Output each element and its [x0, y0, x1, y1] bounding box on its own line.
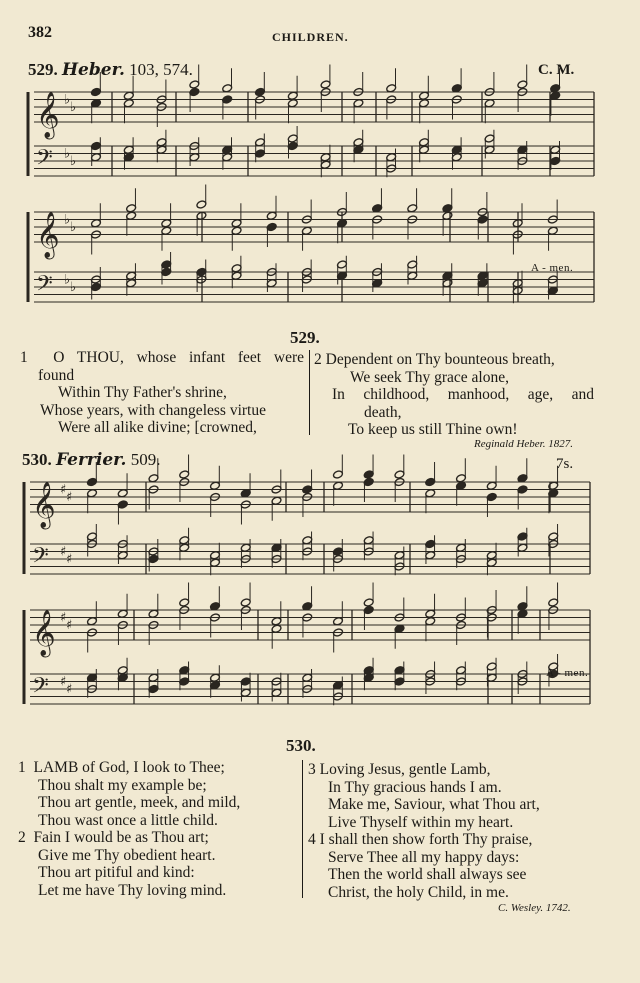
- sharp-icon: ♯: [60, 610, 67, 626]
- note-head: [287, 141, 298, 150]
- note-head: [271, 617, 282, 626]
- note-head: [87, 673, 98, 682]
- verse-line: found: [38, 366, 75, 384]
- note-head: [486, 551, 497, 560]
- note-head: [425, 609, 436, 618]
- note-head: [486, 492, 497, 501]
- note-head: [222, 84, 233, 93]
- note-head: [91, 141, 102, 150]
- note-head: [126, 271, 137, 280]
- note-head: [123, 153, 134, 162]
- note-head: [451, 145, 462, 154]
- note-head: [123, 99, 134, 108]
- attribution: C. Wesley. 1742.: [498, 902, 571, 914]
- verse-line: Live Thyself within my heart.: [328, 813, 514, 831]
- note-head: [91, 219, 102, 228]
- note-head: [148, 609, 159, 618]
- verse-line: Let me have Thy loving mind.: [38, 881, 227, 899]
- note-head: [156, 138, 167, 147]
- note-head: [363, 536, 374, 545]
- note-head: [386, 153, 397, 162]
- note-head: [394, 666, 405, 675]
- note-head: [425, 617, 436, 626]
- verse-line: 3 Loving Jesus, gentle Lamb,: [308, 761, 491, 778]
- note-head: [210, 558, 221, 567]
- sharp-icon: ♯: [66, 682, 73, 697]
- flat-icon: ♭: [70, 100, 77, 115]
- note-head: [91, 87, 102, 96]
- note-head: [517, 80, 528, 89]
- amen-label: A - men.: [546, 667, 589, 679]
- verse-line: Were all alike divine; [crowned,: [58, 419, 257, 436]
- tune-refs: 509.: [130, 450, 161, 469]
- note-head: [210, 602, 221, 611]
- note-head: [302, 673, 313, 682]
- note-head: [87, 477, 98, 486]
- note-head: [266, 222, 277, 231]
- note-head: [425, 551, 436, 560]
- note-head: [117, 489, 128, 498]
- note-head: [419, 91, 430, 100]
- note-head: [222, 145, 233, 154]
- note-head: [161, 260, 172, 269]
- note-head: [320, 80, 331, 89]
- note-head: [407, 271, 418, 280]
- note-head: [301, 226, 312, 235]
- verse-line: 1 LAMB of God, I look to Thee;: [18, 759, 225, 776]
- note-head: [161, 219, 172, 228]
- treble-clef-icon: 𝄞: [36, 92, 60, 138]
- flat-icon: ♭: [64, 146, 71, 162]
- music-system-530-a: [22, 474, 594, 594]
- note-head: [425, 539, 436, 548]
- note-head: [517, 474, 528, 483]
- tune-refs: 103, 574.: [129, 60, 193, 79]
- note-head: [517, 532, 528, 541]
- note-head: [117, 609, 128, 618]
- note-head: [179, 598, 190, 607]
- verse-line: Thou wast once a little child.: [38, 811, 218, 829]
- hymn-529-verse-1: [20, 349, 304, 437]
- treble-clef-icon: 𝄞: [32, 482, 56, 528]
- sharp-icon: ♯: [66, 490, 73, 505]
- note-head: [271, 688, 282, 697]
- running-head: CHILDREN.: [272, 30, 349, 44]
- page-number: 382: [28, 24, 52, 41]
- note-head: [407, 260, 418, 269]
- note-head: [302, 602, 313, 611]
- note-head: [255, 87, 266, 96]
- note-head: [425, 477, 436, 486]
- verse-line: 4 I shall then show forth Thy praise,: [308, 831, 533, 848]
- note-head: [320, 153, 331, 162]
- note-head: [231, 226, 242, 235]
- note-head: [442, 271, 453, 280]
- hymn-530-verse-1: [18, 759, 298, 829]
- hymn-number: 530.: [286, 736, 316, 755]
- note-head: [419, 138, 430, 147]
- sharp-icon: ♯: [66, 552, 73, 567]
- note-head: [517, 145, 528, 154]
- note-head: [363, 666, 374, 675]
- note-head: [161, 226, 172, 235]
- tune-number: 529.: [28, 60, 58, 79]
- note-head: [372, 204, 383, 213]
- note-head: [451, 84, 462, 93]
- note-head: [302, 485, 313, 494]
- note-head: [255, 149, 266, 158]
- note-head: [517, 543, 528, 552]
- column-divider: [302, 760, 303, 898]
- hymn-530-verse-2: [18, 829, 298, 899]
- note-head: [484, 134, 495, 143]
- verse-line: 2 Dependent on Thy bounteous breath,: [314, 351, 555, 368]
- note-head: [271, 624, 282, 633]
- note-head: [287, 99, 298, 108]
- note-head: [222, 153, 233, 162]
- note-head: [372, 279, 383, 288]
- note-head: [179, 543, 190, 552]
- amen-label: A - men.: [531, 262, 574, 274]
- bass-clef-icon: 𝄢: [32, 673, 49, 704]
- column-divider: [309, 350, 310, 435]
- note-head: [442, 211, 453, 220]
- note-head: [126, 279, 137, 288]
- note-head: [425, 489, 436, 498]
- note-head: [333, 481, 344, 490]
- note-head: [123, 145, 134, 154]
- note-head: [337, 271, 348, 280]
- note-head: [333, 470, 344, 479]
- note-head: [419, 145, 430, 154]
- note-head: [548, 598, 559, 607]
- verse-line: Within Thy Father's shrine,: [58, 384, 227, 401]
- note-head: [240, 688, 251, 697]
- note-head: [148, 554, 159, 563]
- music-system-529-b: [26, 204, 598, 322]
- sharp-icon: ♯: [60, 482, 67, 498]
- note-head: [486, 558, 497, 567]
- note-head: [240, 598, 251, 607]
- verse-line: Then the world shall always see: [328, 866, 527, 883]
- note-head: [210, 551, 221, 560]
- note-head: [486, 662, 497, 671]
- note-head: [456, 666, 467, 675]
- verse-line: We seek Thy grace alone,: [350, 368, 509, 386]
- note-head: [271, 543, 282, 552]
- tune-name: Ferrier.: [56, 450, 127, 470]
- note-head: [148, 684, 159, 693]
- note-head: [231, 219, 242, 228]
- note-head: [548, 532, 559, 541]
- note-head: [394, 677, 405, 686]
- verse-line: To keep us still Thine own!: [348, 421, 518, 438]
- note-head: [394, 624, 405, 633]
- verse-line: Give me Thy obedient heart.: [38, 846, 216, 864]
- note-head: [477, 215, 488, 224]
- hymn-530-verse-3: [308, 761, 598, 831]
- note-head: [547, 286, 558, 295]
- music-system-530-b: [22, 602, 594, 724]
- flat-icon: ♭: [64, 272, 71, 288]
- note-head: [353, 145, 364, 154]
- music-system-529-a: [26, 86, 598, 196]
- tune-meter: 7s.: [556, 456, 574, 472]
- note-head: [240, 489, 251, 498]
- note-head: [484, 99, 495, 108]
- note-head: [407, 204, 418, 213]
- note-head: [333, 617, 344, 626]
- flat-icon: ♭: [70, 154, 77, 169]
- note-head: [363, 598, 374, 607]
- flat-icon: ♭: [70, 280, 77, 295]
- note-head: [123, 91, 134, 100]
- note-head: [240, 677, 251, 686]
- note-head: [271, 496, 282, 505]
- note-head: [117, 666, 128, 675]
- note-head: [363, 470, 374, 479]
- bass-clef-icon: 𝄢: [36, 145, 53, 176]
- note-head: [231, 264, 242, 273]
- note-head: [189, 153, 200, 162]
- verse-line: 1 O THOU, whose infant feet were: [20, 349, 304, 366]
- note-head: [222, 95, 233, 104]
- flat-icon: ♭: [64, 92, 71, 108]
- note-head: [442, 204, 453, 213]
- note-head: [117, 500, 128, 509]
- verse-line: Make me, Saviour, what Thou art,: [328, 796, 540, 813]
- verse-line: Thou art gentle, meek, and mild,: [38, 794, 241, 811]
- hymn-530-verse-4: [308, 831, 598, 901]
- tune-number: 530.: [22, 450, 52, 469]
- note-head: [486, 481, 497, 490]
- sharp-icon: ♯: [60, 544, 67, 560]
- note-head: [333, 681, 344, 690]
- note-head: [394, 470, 405, 479]
- note-head: [266, 211, 277, 220]
- note-head: [255, 138, 266, 147]
- note-head: [353, 99, 364, 108]
- note-head: [484, 145, 495, 154]
- note-head: [477, 271, 488, 280]
- note-head: [148, 673, 159, 682]
- note-head: [210, 673, 221, 682]
- note-head: [87, 532, 98, 541]
- note-head: [363, 673, 374, 682]
- verse-line: death,: [364, 403, 402, 421]
- note-head: [517, 602, 528, 611]
- note-head: [91, 153, 102, 162]
- verse-line: Whose years, with changeless virtue: [40, 401, 266, 419]
- note-head: [394, 551, 405, 560]
- note-head: [456, 481, 467, 490]
- note-head: [353, 138, 364, 147]
- note-head: [363, 477, 374, 486]
- verse-line: In childhood, manhood, age, and: [332, 386, 594, 403]
- note-head: [126, 204, 137, 213]
- note-head: [550, 156, 561, 165]
- note-head: [456, 543, 467, 552]
- note-head: [287, 134, 298, 143]
- note-head: [179, 666, 190, 675]
- note-head: [386, 84, 397, 93]
- note-head: [87, 617, 98, 626]
- note-head: [477, 279, 488, 288]
- note-head: [517, 485, 528, 494]
- note-head: [126, 211, 137, 220]
- attribution: Reginald Heber. 1827.: [474, 438, 573, 450]
- tune-heading-530: [22, 450, 160, 470]
- note-head: [333, 547, 344, 556]
- note-head: [547, 226, 558, 235]
- note-head: [189, 80, 200, 89]
- verse-line: In Thy gracious hands I am.: [328, 778, 502, 796]
- note-head: [117, 673, 128, 682]
- sharp-icon: ♯: [60, 674, 67, 690]
- note-head: [337, 260, 348, 269]
- note-head: [179, 677, 190, 686]
- bass-clef-icon: 𝄢: [36, 271, 53, 302]
- verse-line: Thou art pitiful and kind:: [38, 864, 195, 881]
- note-head: [419, 99, 430, 108]
- note-head: [302, 536, 313, 545]
- note-head: [550, 84, 561, 93]
- note-head: [550, 91, 561, 100]
- tune-meter: C. M.: [538, 62, 575, 78]
- verse-line: Thou shalt my example be;: [38, 776, 207, 794]
- hymn-529-verse-2: [314, 351, 594, 439]
- flat-icon: ♭: [64, 212, 71, 228]
- sharp-icon: ♯: [66, 618, 73, 633]
- note-head: [87, 489, 98, 498]
- tune-name: Heber.: [62, 60, 125, 80]
- note-head: [240, 543, 251, 552]
- treble-clef-icon: 𝄞: [36, 212, 60, 258]
- bass-clef-icon: 𝄢: [32, 543, 49, 574]
- note-head: [451, 153, 462, 162]
- note-head: [196, 200, 207, 209]
- note-head: [442, 279, 453, 288]
- note-head: [287, 91, 298, 100]
- note-head: [161, 267, 172, 276]
- note-head: [210, 681, 221, 690]
- treble-clef-icon: 𝄞: [32, 610, 56, 656]
- note-head: [456, 474, 467, 483]
- note-head: [91, 282, 102, 291]
- note-head: [231, 271, 242, 280]
- verse-line: Christ, the holy Child, in me.: [328, 883, 509, 901]
- note-head: [156, 145, 167, 154]
- note-head: [337, 219, 348, 228]
- note-head: [179, 536, 190, 545]
- note-head: [320, 160, 331, 169]
- note-head: [517, 609, 528, 618]
- note-head: [117, 551, 128, 560]
- verse-line: Serve Thee all my happy days:: [328, 848, 520, 866]
- note-head: [363, 605, 374, 614]
- note-head: [210, 481, 221, 490]
- note-head: [91, 99, 102, 108]
- note-head: [196, 267, 207, 276]
- hymn-number: 529.: [290, 328, 320, 347]
- note-head: [179, 470, 190, 479]
- note-head: [266, 279, 277, 288]
- flat-icon: ♭: [70, 220, 77, 235]
- verse-line: 2 Fain I would be as Thou art;: [18, 829, 209, 846]
- tune-heading-529: [28, 60, 193, 80]
- note-head: [550, 145, 561, 154]
- note-head: [189, 87, 200, 96]
- note-head: [148, 474, 159, 483]
